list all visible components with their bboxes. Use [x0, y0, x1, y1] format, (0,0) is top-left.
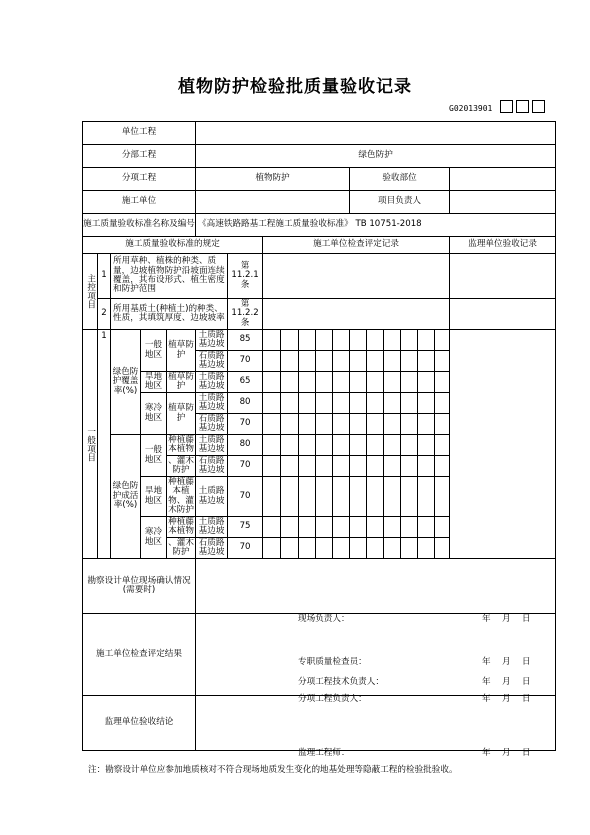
check-cell[interactable] — [350, 414, 367, 435]
region-cell: 寒冷地区 — [141, 517, 167, 559]
check-cell[interactable] — [350, 435, 367, 456]
check-cell[interactable] — [384, 435, 401, 456]
check-cell[interactable] — [367, 372, 384, 393]
check-cell[interactable] — [316, 456, 333, 477]
slope-cell: 土质路基边坡 — [196, 372, 228, 393]
method-cell: 植草防护 — [168, 371, 194, 391]
region-cell: 一般地区 — [141, 330, 167, 372]
slope-cell: 石质路基边坡 — [196, 538, 228, 559]
acceptance-part-label: 验收部位 — [350, 168, 450, 191]
check-cell[interactable] — [316, 517, 333, 538]
check-cell[interactable] — [350, 517, 367, 538]
check-cell[interactable] — [401, 372, 418, 393]
check-cell[interactable] — [435, 351, 450, 372]
standard-name-label: 施工质量验收标准名称及编号 — [83, 214, 196, 237]
check-cell[interactable] — [281, 393, 299, 414]
check-cell[interactable] — [316, 435, 333, 456]
check-cell[interactable] — [367, 393, 384, 414]
check-cell[interactable] — [384, 517, 401, 538]
method-cell: 、灌木防护 — [168, 455, 194, 475]
check-cell[interactable] — [263, 351, 281, 372]
check-cell[interactable] — [263, 393, 281, 414]
survey-content[interactable] — [196, 559, 556, 614]
slope-cell: 土质路基边坡 — [196, 477, 228, 517]
date-month: 月 — [502, 614, 511, 624]
check-cell[interactable] — [263, 517, 281, 538]
check-cell[interactable] — [299, 456, 316, 477]
method-cell: 种植藤本植物 — [168, 434, 194, 454]
supervision-label: 监理单位验收结论 — [83, 696, 196, 751]
coverage-label: 绿色防护覆盖率(%) — [111, 330, 141, 435]
item-lead-signature: 分项工程负责人： — [298, 694, 367, 704]
check-cell[interactable] — [367, 330, 384, 351]
supervision-header: 监理单位验收记录 — [450, 237, 556, 254]
survey-signature: 现场负责人： — [298, 614, 350, 624]
main-items-label: 主控项目 — [83, 254, 98, 330]
check-cell[interactable] — [401, 477, 418, 517]
check-cell[interactable] — [401, 330, 418, 351]
main-item-supervision[interactable] — [450, 254, 556, 299]
value-cell: 85 — [228, 330, 263, 351]
unit-project-value[interactable] — [196, 122, 556, 145]
item-project-label: 分项工程 — [83, 168, 196, 191]
check-cell[interactable] — [333, 456, 350, 477]
check-cell[interactable] — [333, 372, 350, 393]
check-cell[interactable] — [299, 538, 316, 559]
date-month: 月 — [502, 677, 511, 687]
slope-cell: 土质路基边坡 — [196, 435, 228, 456]
check-cell[interactable] — [435, 372, 450, 393]
region-cell: 寒冷地区 — [141, 393, 167, 435]
construction-result-label: 施工单位检查评定结果 — [83, 614, 196, 696]
slope-cell: 石质路基边坡 — [196, 351, 228, 372]
check-cell[interactable] — [350, 372, 367, 393]
check-cell[interactable] — [384, 456, 401, 477]
slope-cell: 土质路基边坡 — [196, 330, 228, 351]
value-cell: 70 — [228, 477, 263, 517]
check-cell[interactable] — [384, 372, 401, 393]
check-cell[interactable] — [316, 330, 333, 351]
value-cell: 70 — [228, 538, 263, 559]
spec-header: 施工质量验收标准的规定 — [83, 237, 263, 254]
unit-project-label: 单位工程 — [83, 122, 196, 145]
method-cell: 植草防护 — [167, 330, 196, 372]
slope-cell: 土质路基边坡 — [196, 517, 228, 538]
project-manager-label: 项目负责人 — [350, 191, 450, 214]
check-cell[interactable] — [316, 414, 333, 435]
check-cell[interactable] — [281, 330, 299, 351]
date-year: 年 — [482, 694, 491, 704]
check-cell[interactable] — [350, 456, 367, 477]
check-cell[interactable] — [333, 477, 350, 517]
check-cell[interactable] — [367, 538, 384, 559]
value-cell: 80 — [228, 393, 263, 414]
check-cell[interactable] — [401, 351, 418, 372]
check-cell[interactable] — [384, 330, 401, 351]
check-cell[interactable] — [401, 435, 418, 456]
check-cell[interactable] — [401, 517, 418, 538]
date-day: 日 — [522, 748, 531, 758]
date-year: 年 — [482, 657, 491, 667]
main-item-supervision[interactable] — [450, 299, 556, 330]
check-cell[interactable] — [418, 477, 435, 517]
check-cell[interactable] — [435, 435, 450, 456]
project-manager-value[interactable] — [450, 191, 556, 214]
check-cell[interactable] — [333, 538, 350, 559]
check-cell[interactable] — [333, 517, 350, 538]
sub-project-label: 分部工程 — [83, 145, 196, 168]
form-code: G02013901 — [449, 104, 493, 113]
check-cell[interactable] — [418, 330, 435, 351]
survival-label: 绿色防护成活率(%) — [111, 435, 141, 559]
date-year: 年 — [482, 748, 491, 758]
region-cell: 旱地地区 — [141, 372, 167, 393]
method-cell: 、灌木防护 — [168, 537, 194, 557]
check-cell[interactable] — [384, 393, 401, 414]
check-cell[interactable] — [263, 330, 281, 351]
check-cell[interactable] — [367, 477, 384, 517]
check-cell[interactable] — [281, 372, 299, 393]
check-cell[interactable] — [299, 477, 316, 517]
check-cell[interactable] — [418, 351, 435, 372]
main-item-check[interactable] — [263, 299, 450, 330]
date-day: 日 — [522, 657, 531, 667]
check-cell[interactable] — [281, 538, 299, 559]
check-cell[interactable] — [418, 414, 435, 435]
value-cell: 70 — [228, 351, 263, 372]
check-cell[interactable] — [401, 393, 418, 414]
check-cell[interactable] — [435, 330, 450, 351]
check-cell[interactable] — [435, 477, 450, 517]
check-cell[interactable] — [333, 330, 350, 351]
date-day: 日 — [522, 694, 531, 704]
sub-project-value[interactable]: 绿色防护 — [196, 145, 556, 168]
check-cell[interactable] — [316, 372, 333, 393]
check-cell[interactable] — [263, 538, 281, 559]
main-item-clause: 第11.2.1条 — [228, 254, 263, 299]
method-cell: 植草防护 — [167, 393, 196, 435]
page-title: 植物防护检验批质量验收记录 — [178, 77, 412, 97]
check-cell[interactable] — [316, 538, 333, 559]
main-item-no: 2 — [98, 299, 111, 330]
date-year: 年 — [482, 677, 491, 687]
check-cell[interactable] — [281, 517, 299, 538]
check-cell[interactable] — [435, 517, 450, 538]
check-cell[interactable] — [367, 517, 384, 538]
check-cell[interactable] — [281, 456, 299, 477]
check-cell[interactable] — [263, 372, 281, 393]
general-item-no: 1 — [98, 330, 111, 559]
check-cell[interactable] — [263, 435, 281, 456]
check-cell[interactable] — [299, 517, 316, 538]
standard-name-value[interactable]: 《高速铁路路基工程施工质量验收标准》 TB 10751-2018 — [196, 214, 556, 237]
slope-cell: 石质路基边坡 — [196, 456, 228, 477]
check-cell[interactable] — [350, 330, 367, 351]
check-cell[interactable] — [281, 351, 299, 372]
check-cell[interactable] — [299, 393, 316, 414]
date-day: 日 — [522, 677, 531, 687]
check-cell[interactable] — [299, 414, 316, 435]
check-cell[interactable] — [299, 435, 316, 456]
check-cell[interactable] — [367, 435, 384, 456]
check-cell[interactable] — [316, 477, 333, 517]
footnote: 注：勘察设计单位应参加地质核对不符合现场地质发生变化的地基处理等隐蔽工程的检验批验收。 — [88, 765, 458, 775]
check-cell[interactable] — [316, 351, 333, 372]
value-cell: 75 — [228, 517, 263, 538]
check-cell[interactable] — [333, 351, 350, 372]
check-cell[interactable] — [384, 477, 401, 517]
check-cell[interactable] — [316, 393, 333, 414]
check-cell[interactable] — [350, 538, 367, 559]
code-box-2[interactable] — [516, 100, 529, 113]
check-cell[interactable] — [350, 393, 367, 414]
check-cell[interactable] — [263, 477, 281, 517]
method-cell: 种植藤本植物 — [168, 516, 194, 536]
quality-inspector-signature: 专职质量检查员： — [298, 657, 367, 667]
code-box-1[interactable] — [500, 100, 513, 113]
check-cell[interactable] — [435, 414, 450, 435]
check-cell[interactable] — [281, 414, 299, 435]
construction-unit-label: 施工单位 — [83, 191, 196, 214]
main-item-text: 所用草种、植株的种类、质量，边坡植物防护沿坡面连续覆盖，其布设形式、植生密度和防护范围 — [111, 254, 228, 299]
technical-lead-signature: 分项工程技术负责人： — [298, 677, 384, 687]
check-cell[interactable] — [333, 393, 350, 414]
check-cell[interactable] — [418, 538, 435, 559]
value-cell: 70 — [228, 414, 263, 435]
date-month: 月 — [502, 657, 511, 667]
check-cell[interactable] — [435, 456, 450, 477]
slope-cell: 石质路基边坡 — [196, 414, 228, 435]
check-cell[interactable] — [299, 330, 316, 351]
check-cell[interactable] — [299, 372, 316, 393]
general-items-label: 一般项目 — [83, 330, 98, 559]
check-cell[interactable] — [401, 538, 418, 559]
check-cell[interactable] — [281, 435, 299, 456]
value-cell: 80 — [228, 435, 263, 456]
check-cell[interactable] — [401, 414, 418, 435]
check-cell[interactable] — [367, 456, 384, 477]
check-cell[interactable] — [263, 456, 281, 477]
check-cell[interactable] — [435, 393, 450, 414]
main-item-no: 1 — [98, 254, 111, 299]
construction-check-header: 施工单位检查评定记录 — [263, 237, 450, 254]
check-cell[interactable] — [299, 351, 316, 372]
slope-cell: 土质路基边坡 — [196, 393, 228, 414]
date-year: 年 — [482, 614, 491, 624]
value-cell: 65 — [228, 372, 263, 393]
check-cell[interactable] — [384, 538, 401, 559]
check-cell[interactable] — [281, 477, 299, 517]
date-month: 月 — [502, 748, 511, 758]
check-cell[interactable] — [367, 414, 384, 435]
check-cell[interactable] — [263, 414, 281, 435]
supervision-engineer-signature: 监理工程师： — [298, 748, 350, 758]
main-item-clause: 第11.2.2条 — [228, 299, 263, 330]
check-cell[interactable] — [384, 414, 401, 435]
date-day: 日 — [522, 614, 531, 624]
check-cell[interactable] — [435, 538, 450, 559]
region-cell: 一般地区 — [141, 435, 167, 477]
check-cell[interactable] — [350, 351, 367, 372]
date-month: 月 — [502, 694, 511, 704]
check-cell[interactable] — [418, 517, 435, 538]
acceptance-part-value[interactable] — [450, 168, 556, 191]
check-cell[interactable] — [418, 372, 435, 393]
survey-label: 勘察设计单位现场确认情况(需要时) — [83, 559, 196, 614]
method-cell: 种植藤本植物、灌木防护 — [168, 476, 194, 515]
item-project-value[interactable]: 植物防护 — [196, 168, 350, 191]
check-cell[interactable] — [367, 351, 384, 372]
check-cell[interactable] — [401, 456, 418, 477]
check-cell[interactable] — [333, 435, 350, 456]
check-cell[interactable] — [418, 456, 435, 477]
code-box-3[interactable] — [532, 100, 545, 113]
check-cell[interactable] — [333, 414, 350, 435]
general-supervision[interactable] — [450, 330, 556, 559]
check-cell[interactable] — [418, 393, 435, 414]
main-item-text: 所用基质土(种植土)的种类、性质，其填筑厚度、边坡坡率 — [111, 299, 228, 330]
check-cell[interactable] — [350, 477, 367, 517]
check-cell[interactable] — [418, 435, 435, 456]
region-cell: 旱地地区 — [141, 477, 167, 517]
check-cell[interactable] — [384, 351, 401, 372]
construction-unit-value[interactable] — [196, 191, 350, 214]
main-item-check[interactable] — [263, 254, 450, 299]
value-cell: 70 — [228, 456, 263, 477]
